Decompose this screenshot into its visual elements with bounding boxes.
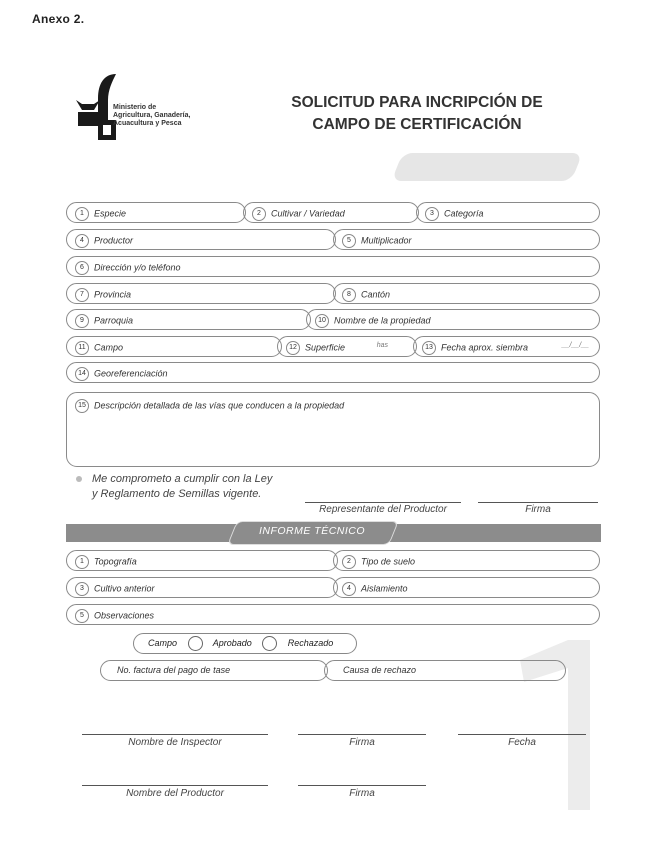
form-title: SOLICITUD PARA INCRIPCIÓN DE CAMPO DE CERTIFICACIÓN [291,94,543,133]
field-especie[interactable]: 1 Especie [66,202,246,223]
field-georeferenciacion[interactable]: 14 Georeferenciación [66,362,600,383]
field-aislamiento[interactable]: 4 Aislamiento [333,577,600,598]
field-categoria[interactable]: 3 Categoría [416,202,600,223]
firma-producer-label: Firma [349,788,375,799]
field-fecha-siembra[interactable]: 13 Fecha aprox. siembra __/__/__ [413,336,600,357]
report-title: INFORME TÉCNICO [258,525,366,537]
field-provincia[interactable]: 7 Provincia [66,283,336,304]
field-topografia[interactable]: 1 Topografía [66,550,338,571]
signature-line [305,502,461,503]
signature-line [298,734,426,735]
producer-label: Nombre del Productor [126,788,224,799]
field-cultivar[interactable]: 2 Cultivar / Variedad [243,202,419,223]
field-descripcion-vias[interactable]: 15 Descripción detallada de las vías que conducen a la propiedad [66,392,600,467]
form-number-tab [391,153,582,181]
ministry-logo-icon [74,70,118,146]
field-productor[interactable]: 4 Productor [66,229,336,250]
status-rechazado-label: Rechazado [287,638,334,648]
status-options [133,633,357,654]
field-canton[interactable]: 8 Cantón [333,283,600,304]
fecha-label: Fecha [508,737,536,748]
field-superficie[interactable]: 12 Superficie has [277,336,417,357]
signature-line [478,502,598,503]
field-multiplicador[interactable]: 5 Multiplicador [333,229,600,250]
superficie-unit: has [376,342,388,349]
field-campo[interactable]: 11 Campo [66,336,282,357]
aprobado-radio[interactable] [188,636,203,651]
fecha-placeholder: __/__/__ [561,342,589,349]
firma-inspector-label: Firma [349,737,375,748]
field-tipo-suelo[interactable]: 2 Tipo de suelo [333,550,600,571]
bullet-icon [76,476,82,482]
status-campo-label: Campo [148,638,178,648]
signature-line [82,785,268,786]
field-causa-rechazo[interactable]: Causa de rechazo [324,660,566,681]
signature-line [458,734,586,735]
field-propiedad[interactable]: 10 Nombre de la propiedad [306,309,600,330]
field-direccion[interactable]: 6 Dirección y/o teléfono [66,256,600,277]
signature-line [298,785,426,786]
rep-label: Representante del Productor [319,504,447,515]
field-parroquia[interactable]: 9 Parroquia [66,309,311,330]
signature-line [82,734,268,735]
inspector-label: Nombre de Inspector [128,737,222,748]
firma-label: Firma [525,504,551,515]
rechazado-radio[interactable] [262,636,277,651]
annex-label: Anexo 2. [32,12,85,26]
field-cultivo-anterior[interactable]: 3 Cultivo anterior [66,577,338,598]
field-observaciones[interactable]: 5 Observaciones [66,604,600,625]
commitment-text: Me comprometo a cumplir con la Ley y Reglamento de Semillas vigente. [92,473,273,500]
ministry-name: Ministerio de Agricultura, Ganadería, Acuacultura y Pesca [113,104,191,127]
field-factura[interactable]: No. factura del pago de tase [100,660,328,681]
status-aprobado-label: Aprobado [212,638,252,648]
